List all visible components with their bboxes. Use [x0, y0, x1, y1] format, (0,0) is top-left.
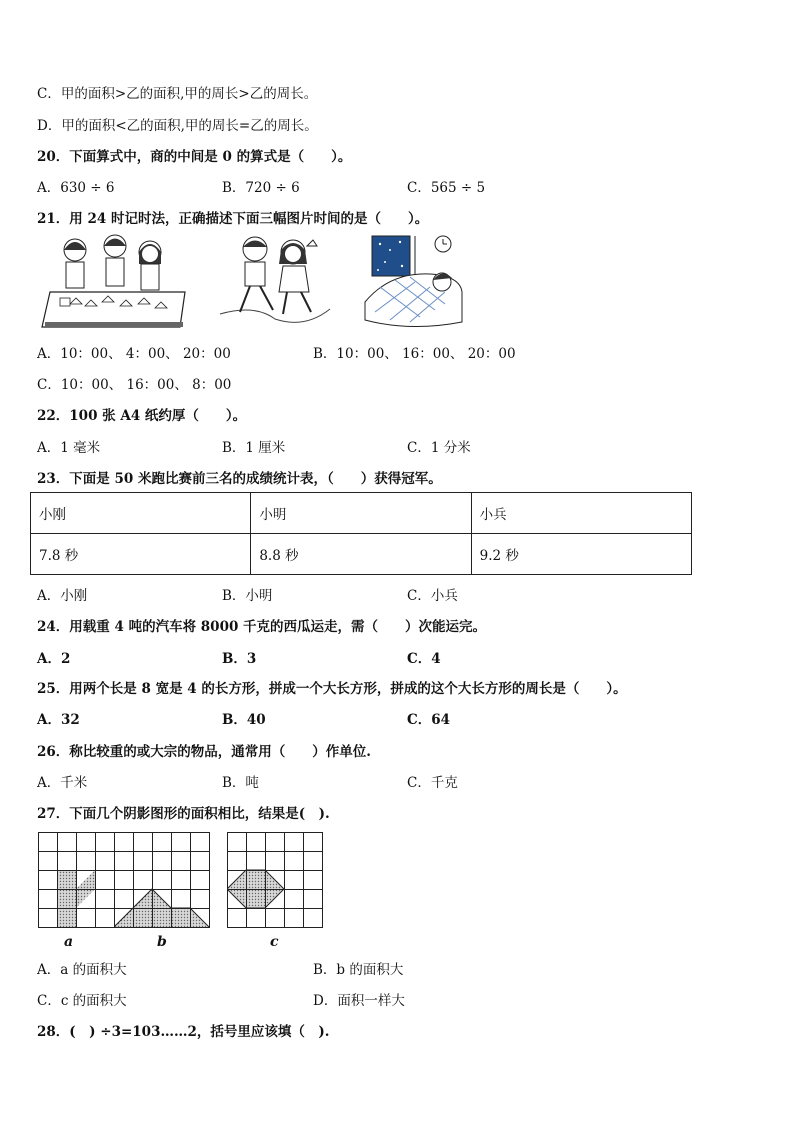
table-cell-time: 7.8 秒: [31, 534, 251, 575]
q27-option-b: B．b 的面积大: [313, 962, 404, 978]
q27-option-d: D．面积一样大: [313, 993, 405, 1009]
q27-option-c: C．c 的面积大: [37, 993, 127, 1009]
q20-option-a: A．630 ÷ 6: [37, 180, 115, 196]
q26-stem: 26．称比较重的或大宗的物品，通常用（ ）作单位.: [37, 744, 371, 760]
q25-stem: 25．用两个长是 8 宽是 4 的长方形，拼成一个大长方形，拼成的这个大长方形的周长是（ ）。: [37, 681, 627, 697]
q19-option-c: C．甲的面积>乙的面积,甲的周长>乙的周长。: [37, 86, 318, 102]
q20-stem: 20．下面算式中，商的中间是 0 的算式是（ ）。: [37, 149, 352, 165]
q26-option-c: C．千克: [407, 775, 458, 791]
q27-option-a: A．a 的面积大: [37, 962, 127, 978]
q22-option-c: C．1 分米: [407, 440, 471, 456]
grid-figure-a: [38, 832, 116, 929]
figure-b-caption: b: [157, 934, 167, 950]
q22-option-b: B．1 厘米: [222, 440, 286, 456]
q22-stem: 22．100 张 A4 纸约厚（ ）。: [37, 408, 247, 424]
q19-option-d: D．甲的面积<乙的面积,甲的周长=乙的周长。: [37, 118, 318, 134]
q20-option-c: C．565 ÷ 5: [407, 180, 486, 196]
q23-option-a: A．小刚: [37, 588, 88, 604]
q23-stem: 23．下面是 50 米跑比赛前三名的成绩统计表，（ ）获得冠军。: [37, 471, 442, 487]
table-cell-name: 小明: [251, 493, 471, 534]
table-cell-name: 小兵: [471, 493, 691, 534]
q26-option-a: A．千米: [37, 775, 88, 791]
q25-option-c: C．64: [407, 712, 451, 728]
q24-stem: 24．用载重 4 吨的汽车将 8000 千克的西瓜运走，需（ ）次能运完。: [37, 619, 487, 635]
q21-stem: 21．用 24 时记时法，正确描述下面三幅图片时间的是（ ）。: [37, 211, 429, 227]
q25-option-a: A．32: [37, 712, 80, 728]
q21-option-b: B．10：00、 16：00、 20：00: [313, 346, 516, 362]
table-cell-name: 小刚: [31, 493, 251, 534]
q26-option-b: B．吨: [222, 775, 259, 791]
q21-option-c: C．10：00、 16：00、 8：00: [37, 377, 232, 393]
grid-figure-c: [227, 832, 324, 929]
q24-option-b: B．3: [222, 651, 257, 667]
q25-option-b: B．40: [222, 712, 266, 728]
q21-option-a: A．10：00、 4：00、 20：00: [37, 346, 231, 362]
running-children-picture: [215, 234, 335, 329]
q23-option-c: C．小兵: [407, 588, 458, 604]
sleeping-child-picture: [360, 232, 465, 332]
q20-option-b: B．720 ÷ 6: [222, 180, 300, 196]
table-row: [31, 493, 692, 534]
q27-stem: 27．下面几个阴影图形的面积相比，结果是( ).: [37, 806, 330, 822]
figure-c-caption: c: [270, 934, 279, 950]
grid-figure-b: [114, 832, 211, 929]
q23-option-b: B．小明: [222, 588, 273, 604]
results-table: [30, 492, 692, 575]
q28-stem: 28．( ) ÷3=103……2，括号里应该填（ ).: [37, 1024, 330, 1040]
q24-option-c: C．4: [407, 651, 441, 667]
classroom-picture: [40, 232, 190, 332]
figure-a-caption: a: [64, 934, 74, 950]
table-cell-time: 9.2 秒: [471, 534, 691, 575]
q24-option-a: A．2: [37, 651, 71, 667]
table-row: [31, 534, 692, 575]
q22-option-a: A．1 毫米: [37, 440, 101, 456]
table-cell-time: 8.8 秒: [251, 534, 471, 575]
